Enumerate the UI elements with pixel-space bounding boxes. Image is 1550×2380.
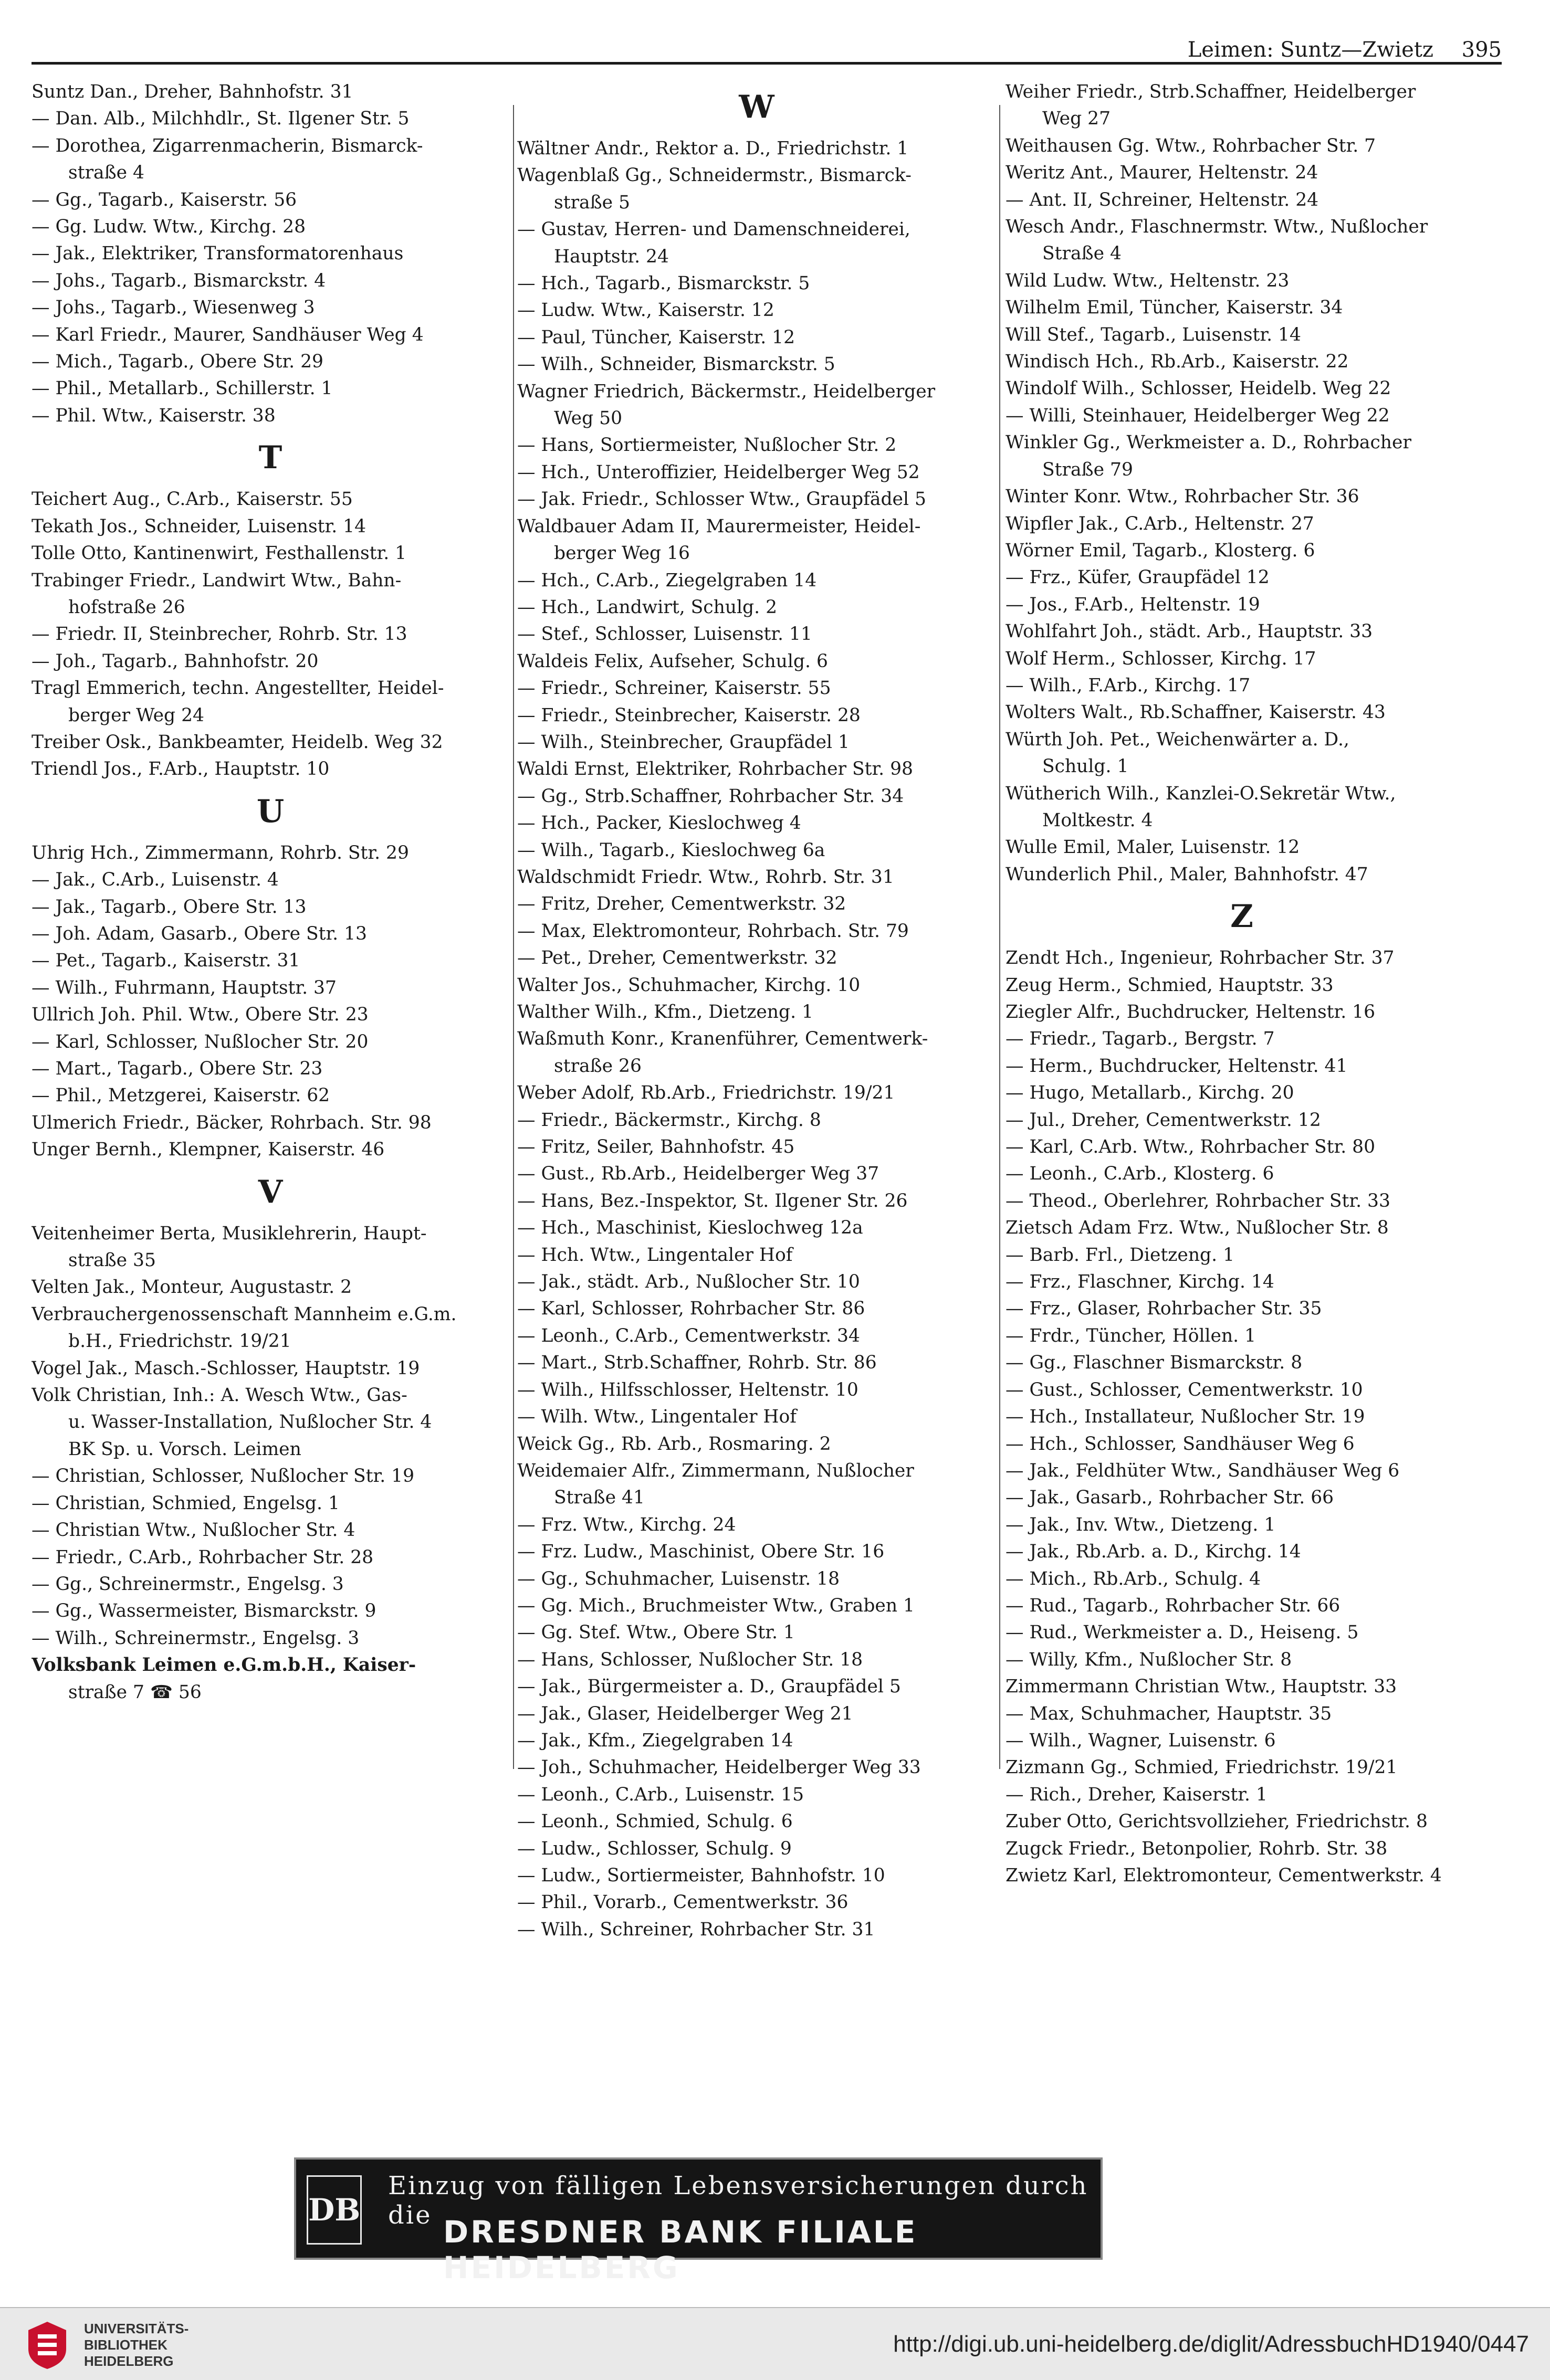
directory-entry: — Jak., Gasarb., Rohrbacher Str. 66 [1006, 1487, 1334, 1509]
directory-entry: — Joh., Tagarb., Bahnhofstr. 20 [32, 650, 319, 672]
directory-entry: — Phil., Vorarb., Cementwerkstr. 36 [517, 1892, 849, 1913]
directory-entry: Wörner Emil, Tagarb., Klosterg. 6 [1006, 540, 1315, 561]
directory-entry-continuation: hofstraße 26 [68, 596, 185, 618]
directory-entry: Zietsch Adam Frz. Wtw., Nußlocher Str. 8 [1006, 1217, 1389, 1239]
directory-entry: — Ludw., Sortiermeister, Bahnhofstr. 10 [517, 1865, 885, 1886]
column-divider [513, 105, 514, 1769]
directory-entry: — Leonh., C.Arb., Klosterg. 6 [1006, 1163, 1274, 1185]
directory-entry: — Jak., Bürgermeister a. D., Graupfädel 5 [517, 1676, 901, 1698]
directory-entry: — Johs., Tagarb., Wiesenweg 3 [32, 297, 315, 319]
section-letter-heading: T [258, 439, 282, 477]
directory-entry: — Hans, Schlosser, Nußlocher Str. 18 [517, 1649, 863, 1670]
directory-entry: — Wilh., Schneider, Bismarckstr. 5 [517, 354, 835, 375]
directory-entry: — Jak., Feldhüter Wtw., Sandhäuser Weg 6 [1006, 1460, 1400, 1481]
directory-entry: — Gg. Stef. Wtw., Obere Str. 1 [517, 1622, 795, 1644]
directory-entry: — Fritz, Dreher, Cementwerkstr. 32 [517, 893, 846, 915]
directory-entry: Walther Wilh., Kfm., Dietzeng. 1 [517, 1002, 813, 1023]
directory-entry: — Gust., Rb.Arb., Heidelberger Weg 37 [517, 1163, 879, 1185]
directory-entry: Tragl Emmerich, techn. Angestellter, Heidel- [32, 678, 444, 699]
advertisement-tagline: Einzug von fälligen Lebensversicherungen durch die [388, 2171, 1088, 2230]
directory-entry: Ziegler Alfr., Buchdrucker, Heltenstr. 16 [1006, 1002, 1376, 1023]
directory-entry: Suntz Dan., Dreher, Bahnhofstr. 31 [32, 81, 353, 102]
directory-entry: Waßmuth Konr., Kranenführer, Cementwerk- [517, 1028, 928, 1050]
directory-entry: Zuber Otto, Gerichtsvollzieher, Friedrichstr. 8 [1006, 1811, 1428, 1833]
directory-column-1 [32, 79, 509, 1706]
library-footer [0, 2307, 1550, 2380]
directory-entry: Weritz Ant., Maurer, Heltenstr. 24 [1006, 162, 1318, 184]
directory-entry: — Joh. Adam, Gasarb., Obere Str. 13 [32, 923, 368, 944]
directory-entry: — Pet., Tagarb., Kaiserstr. 31 [32, 950, 300, 972]
directory-entry-continuation: u. Wasser-Installation, Nußlocher Str. 4 [68, 1412, 432, 1433]
directory-entry: — Wilh., Schreiner, Rohrbacher Str. 31 [517, 1919, 875, 1940]
directory-entry: — Hugo, Metallarb., Kirchg. 20 [1006, 1082, 1294, 1104]
directory-entry: Zimmermann Christian Wtw., Hauptstr. 33 [1006, 1676, 1397, 1698]
directory-entry: Zugck Friedr., Betonpolier, Rohrb. Str. 38 [1006, 1838, 1388, 1859]
directory-entry: — Leonh., C.Arb., Cementwerkstr. 34 [517, 1325, 860, 1346]
section-letter-heading: Z [1230, 898, 1253, 935]
directory-entry-continuation: Weg 50 [554, 408, 623, 429]
directory-entry: Weithausen Gg. Wtw., Rohrbacher Str. 7 [1006, 135, 1376, 156]
directory-entry: Volksbank Leimen e.G.m.b.H., Kaiser- [32, 1655, 416, 1676]
directory-entry-continuation: Schulg. 1 [1042, 756, 1129, 777]
directory-entry: — Barb. Frl., Dietzeng. 1 [1006, 1244, 1235, 1266]
directory-entry: Wolf Herm., Schlosser, Kirchg. 17 [1006, 648, 1316, 669]
directory-entry: — Christian, Schmied, Engelsg. 1 [32, 1492, 340, 1514]
directory-entry: Triendl Jos., F.Arb., Hauptstr. 10 [32, 759, 330, 780]
directory-entry-continuation: straße 7 ☎ 56 [68, 1681, 202, 1703]
directory-entry: Waldi Ernst, Elektriker, Rohrbacher Str. 98 [517, 759, 913, 780]
directory-entry: — Wilh., Schreinermstr., Engelsg. 3 [32, 1627, 360, 1649]
directory-entry: Will Stef., Tagarb., Luisenstr. 14 [1006, 324, 1301, 345]
directory-entry: Winkler Gg., Werkmeister a. D., Rohrbacher [1006, 432, 1411, 454]
advertisement-bank-name: DRESDNER BANK FILIALE HEIDELBERG [443, 2214, 918, 2286]
directory-entry: Würth Joh. Pet., Weichenwärter a. D., [1006, 729, 1349, 750]
directory-entry: — Friedr., Steinbrecher, Kaiserstr. 28 [517, 704, 861, 726]
directory-entry: Tekath Jos., Schneider, Luisenstr. 14 [32, 515, 366, 537]
running-title: Leimen: Suntz—Zwietz [1187, 38, 1433, 62]
directory-entry-continuation: straße 4 [68, 162, 145, 184]
directory-entry: — Gg., Schuhmacher, Luisenstr. 18 [517, 1568, 840, 1589]
directory-entry: — Jak., C.Arb., Luisenstr. 4 [32, 869, 279, 891]
directory-entry: — Friedr., Schreiner, Kaiserstr. 55 [517, 678, 831, 699]
directory-entry: Windisch Hch., Rb.Arb., Kaiserstr. 22 [1006, 351, 1349, 373]
directory-entry: Weber Adolf, Rb.Arb., Friedrichstr. 19/21 [517, 1082, 895, 1104]
directory-entry-continuation: Straße 79 [1042, 459, 1133, 480]
directory-entry-continuation: BK Sp. u. Vorsch. Leimen [68, 1438, 301, 1460]
directory-entry: — Hans, Sortiermeister, Nußlocher Str. 2 [517, 435, 897, 456]
library-name-line: UNIVERSITÄTS- [84, 2321, 189, 2336]
directory-entry: — Friedr. II, Steinbrecher, Rohrb. Str. 13 [32, 624, 407, 645]
directory-entry: Weick Gg., Rb. Arb., Rosmaring. 2 [517, 1433, 831, 1455]
directory-entry: — Hch., Maschinist, Kieslochweg 12a [517, 1217, 863, 1239]
directory-entry: — Jak., Rb.Arb. a. D., Kirchg. 14 [1006, 1541, 1301, 1563]
directory-entry: — Hch., Schlosser, Sandhäuser Weg 6 [1006, 1433, 1355, 1455]
library-name [84, 2321, 188, 2370]
directory-entry: — Wilh., Hilfsschlosser, Heltenstr. 10 [517, 1379, 858, 1400]
directory-entry-continuation: Straße 4 [1042, 243, 1122, 265]
directory-entry: Trabinger Friedr., Landwirt Wtw., Bahn- [32, 570, 402, 591]
directory-entry: — Hch. Wtw., Lingentaler Hof [517, 1244, 793, 1266]
directory-entry: — Pet., Dreher, Cementwerkstr. 32 [517, 947, 837, 969]
directory-entry: — Jak., Glaser, Heidelberger Weg 21 [517, 1703, 853, 1724]
directory-entry: — Johs., Tagarb., Bismarckstr. 4 [32, 270, 326, 291]
directory-entry: — Leonh., Schmied, Schulg. 6 [517, 1811, 793, 1833]
directory-entry: — Fritz, Seiler, Bahnhofstr. 45 [517, 1136, 795, 1158]
directory-entry: — Wilh., Steinbrecher, Graupfädel 1 [517, 731, 850, 753]
directory-entry: — Frz. Ludw., Maschinist, Obere Str. 16 [517, 1541, 885, 1563]
directory-entry: — Herm., Buchdrucker, Heltenstr. 41 [1006, 1055, 1348, 1077]
directory-entry: Walter Jos., Schuhmacher, Kirchg. 10 [517, 974, 861, 996]
bank-advertisement [294, 2157, 1103, 2286]
page-header [32, 31, 1502, 63]
directory-entry: — Karl, Schlosser, Nußlocher Str. 20 [32, 1031, 369, 1052]
directory-entry: — Hch., Landwirt, Schulg. 2 [517, 596, 778, 618]
directory-entry-continuation: Weg 27 [1042, 108, 1111, 130]
directory-entry: Uhrig Hch., Zimmermann, Rohrb. Str. 29 [32, 842, 409, 863]
directory-entry: — Frdr., Tüncher, Höllen. 1 [1006, 1325, 1256, 1346]
directory-entry: — Gg., Strb.Schaffner, Rohrbacher Str. 34 [517, 785, 904, 807]
directory-entry: — Gg., Flaschner Bismarckstr. 8 [1006, 1352, 1303, 1374]
directory-entry: — Ludw., Schlosser, Schulg. 9 [517, 1838, 792, 1859]
directory-entry: — Phil. Wtw., Kaiserstr. 38 [32, 405, 276, 426]
directory-entry: Zendt Hch., Ingenieur, Rohrbacher Str. 37 [1006, 947, 1395, 969]
directory-entry-continuation: b.H., Friedrichstr. 19/21 [68, 1331, 291, 1352]
directory-entry-continuation: Hauptstr. 24 [554, 246, 669, 267]
directory-entry: Wältner Andr., Rektor a. D., Friedrichstr. 1 [517, 138, 909, 159]
directory-entry: — Phil., Metzgerei, Kaiserstr. 62 [32, 1085, 330, 1107]
directory-entry: — Jos., F.Arb., Heltenstr. 19 [1006, 594, 1260, 615]
directory-entry: — Jak., Elektriker, Transformatorenhaus [32, 243, 404, 265]
section-letter-heading: V [258, 1173, 283, 1210]
bank-logo-icon: DB [307, 2175, 362, 2245]
directory-entry: Vogel Jak., Masch.-Schlosser, Hauptstr. 19 [32, 1357, 420, 1379]
directory-entry: — Wilh., Fuhrmann, Hauptstr. 37 [32, 977, 337, 998]
directory-entry: — Rich., Dreher, Kaiserstr. 1 [1006, 1784, 1268, 1805]
directory-entry: — Willy, Kfm., Nußlocher Str. 8 [1006, 1649, 1292, 1670]
directory-entry: Zeug Herm., Schmied, Hauptstr. 33 [1006, 974, 1334, 996]
directory-entry: Weidemaier Alfr., Zimmermann, Nußlocher [517, 1460, 914, 1481]
column-divider [999, 105, 1000, 1769]
directory-column-2 [517, 79, 996, 1943]
section-letter-heading: W [739, 89, 774, 125]
directory-entry: Wagner Friedrich, Bäckermstr., Heidelberger [517, 381, 936, 402]
directory-entry: — Hch., Packer, Kieslochweg 4 [517, 813, 801, 834]
directory-entry: — Jak., Tagarb., Obere Str. 13 [32, 896, 307, 918]
directory-entry: — Rud., Tagarb., Rohrbacher Str. 66 [1006, 1595, 1340, 1616]
library-name-line: BIBLIOTHEK [84, 2337, 167, 2353]
directory-column-3 [1006, 79, 1478, 1889]
directory-entry-continuation: berger Weg 16 [554, 543, 690, 564]
directory-entry: Tolle Otto, Kantinenwirt, Festhallenstr. 1 [32, 543, 407, 564]
directory-entry: — Stef., Schlosser, Luisenstr. 11 [517, 624, 812, 645]
library-name-line: HEIDELBERG [84, 2353, 174, 2369]
directory-entry: — Wilh. Wtw., Lingentaler Hof [517, 1406, 797, 1428]
directory-entry: Wolters Walt., Rb.Schaffner, Kaiserstr. 43 [1006, 702, 1386, 723]
directory-entry: Veitenheimer Berta, Musiklehrerin, Haupt- [32, 1223, 427, 1244]
directory-entry: Verbrauchergenossenschaft Mannheim e.G.m. [32, 1303, 457, 1325]
directory-entry: — Hch., C.Arb., Ziegelgraben 14 [517, 570, 817, 591]
directory-entry: Weiher Friedr., Strb.Schaffner, Heidelberger [1006, 81, 1416, 102]
directory-entry: — Willi, Steinhauer, Heidelberger Weg 22 [1006, 405, 1390, 426]
directory-entry: Wipfler Jak., C.Arb., Heltenstr. 27 [1006, 513, 1314, 534]
directory-entry: — Christian Wtw., Nußlocher Str. 4 [32, 1520, 355, 1541]
directory-entry: — Joh., Schuhmacher, Heidelberger Weg 33 [517, 1757, 921, 1778]
directory-entry: — Hch., Installateur, Nußlocher Str. 19 [1006, 1406, 1365, 1428]
directory-entry: — Paul, Tüncher, Kaiserstr. 12 [517, 327, 795, 348]
directory-entry: — Jak. Friedr., Schlosser Wtw., Graupfädel 5 [517, 489, 926, 510]
directory-entry: — Gustav, Herren- und Damenschneiderei, [517, 219, 910, 240]
directory-entry: — Leonh., C.Arb., Luisenstr. 15 [517, 1784, 804, 1805]
directory-entry: — Gg. Mich., Bruchmeister Wtw., Graben 1 [517, 1595, 915, 1616]
directory-entry: — Dorothea, Zigarrenmacherin, Bismarck- [32, 135, 423, 156]
directory-entry: — Karl, C.Arb. Wtw., Rohrbacher Str. 80 [1006, 1136, 1376, 1158]
directory-entry: — Frz., Glaser, Rohrbacher Str. 35 [1006, 1298, 1322, 1320]
directory-entry: Waldschmidt Friedr. Wtw., Rohrb. Str. 31 [517, 866, 894, 888]
directory-entry: Wunderlich Phil., Maler, Bahnhofstr. 47 [1006, 863, 1368, 885]
directory-entry: Teichert Aug., C.Arb., Kaiserstr. 55 [32, 489, 353, 510]
directory-entry: — Karl Friedr., Maurer, Sandhäuser Weg 4 [32, 324, 424, 345]
directory-entry: — Frz., Flaschner, Kirchg. 14 [1006, 1271, 1274, 1293]
directory-entry: — Rud., Werkmeister a. D., Heiseng. 5 [1006, 1622, 1359, 1644]
directory-entry: — Karl, Schlosser, Rohrbacher Str. 86 [517, 1298, 865, 1320]
section-letter-heading: U [256, 793, 285, 830]
directory-entry: Windolf Wilh., Schlosser, Heidelb. Weg 22 [1006, 378, 1391, 399]
directory-entry-continuation: Straße 41 [554, 1487, 645, 1509]
directory-entry: — Wilh., Tagarb., Kieslochweg 6a [517, 839, 825, 861]
directory-entry: Treiber Osk., Bankbeamter, Heidelb. Weg 32 [32, 731, 443, 753]
directory-entry: — Mart., Tagarb., Obere Str. 23 [32, 1058, 323, 1079]
directory-entry: — Gg. Ludw. Wtw., Kirchg. 28 [32, 216, 306, 238]
directory-entry: — Gg., Schreinermstr., Engelsg. 3 [32, 1573, 344, 1595]
directory-entry-continuation: straße 5 [554, 192, 631, 213]
directory-entry: — Hans, Bez.-Inspektor, St. Ilgener Str. 26 [517, 1190, 908, 1212]
page-number: 395 [1461, 38, 1502, 62]
university-library-logo-icon [21, 2319, 74, 2371]
directory-entry: Waldeis Felix, Aufseher, Schulg. 6 [517, 650, 828, 672]
directory-entry: Waldbauer Adam II, Maurermeister, Heidel- [517, 515, 921, 537]
directory-entry: Wütherich Wilh., Kanzlei-O.Sekretär Wtw., [1006, 783, 1396, 804]
directory-entry-continuation: straße 26 [554, 1055, 642, 1077]
directory-entry: — Phil., Metallarb., Schillerstr. 1 [32, 378, 333, 399]
directory-entry-continuation: berger Weg 24 [68, 704, 204, 726]
directory-entry: Wesch Andr., Flaschnermstr. Wtw., Nußlocher [1006, 216, 1428, 238]
directory-entry: — Wilh., Wagner, Luisenstr. 6 [1006, 1730, 1276, 1751]
directory-entry: — Hch., Unteroffizier, Heidelberger Weg 52 [517, 461, 920, 483]
directory-entry: — Jak., städt. Arb., Nußlocher Str. 10 [517, 1271, 860, 1293]
header-rule [32, 62, 1502, 65]
directory-entry: Wild Ludw. Wtw., Heltenstr. 23 [1006, 270, 1290, 291]
directory-entry: — Ant. II, Schreiner, Heltenstr. 24 [1006, 189, 1319, 210]
directory-entry: — Theod., Oberlehrer, Rohrbacher Str. 33 [1006, 1190, 1390, 1212]
directory-entry: — Friedr., C.Arb., Rohrbacher Str. 28 [32, 1546, 374, 1568]
directory-entry: — Wilh., F.Arb., Kirchg. 17 [1006, 675, 1251, 696]
directory-entry: — Max, Schuhmacher, Hauptstr. 35 [1006, 1703, 1332, 1724]
source-url-link[interactable]: http://digi.ub.uni-heidelberg.de/diglit/AdressbuchHD1940/0447 [893, 2331, 1529, 2357]
directory-entry: Wagenblaß Gg., Schneidermstr., Bismarck- [517, 165, 912, 186]
directory-entry: — Mich., Rb.Arb., Schulg. 4 [1006, 1568, 1261, 1589]
directory-entry: — Friedr., Bäckermstr., Kirchg. 8 [517, 1109, 821, 1131]
directory-entry: — Jak., Inv. Wtw., Dietzeng. 1 [1006, 1514, 1276, 1535]
directory-entry: Velten Jak., Monteur, Augustastr. 2 [32, 1277, 352, 1298]
directory-entry: — Ludw. Wtw., Kaiserstr. 12 [517, 300, 774, 321]
directory-entry: — Gust., Schlosser, Cementwerkstr. 10 [1006, 1379, 1363, 1400]
directory-entry: Zwietz Karl, Elektromonteur, Cementwerkstr. 4 [1006, 1865, 1442, 1886]
directory-entry: Ullrich Joh. Phil. Wtw., Obere Str. 23 [32, 1004, 369, 1026]
directory-entry: — Gg., Tagarb., Kaiserstr. 56 [32, 189, 297, 210]
directory-entry: Wilhelm Emil, Tüncher, Kaiserstr. 34 [1006, 297, 1343, 319]
directory-entry: — Hch., Tagarb., Bismarckstr. 5 [517, 273, 810, 294]
directory-entry: Wohlfahrt Joh., städt. Arb., Hauptstr. 33 [1006, 621, 1373, 643]
directory-entry: — Max, Elektromonteur, Rohrbach. Str. 79 [517, 920, 909, 942]
directory-entry: — Mart., Strb.Schaffner, Rohrb. Str. 86 [517, 1352, 877, 1374]
directory-entry-continuation: Moltkestr. 4 [1042, 809, 1153, 831]
directory-entry: Unger Bernh., Klempner, Kaiserstr. 46 [32, 1139, 385, 1161]
directory-entry: — Mich., Tagarb., Obere Str. 29 [32, 351, 323, 373]
directory-entry-continuation: straße 35 [68, 1250, 156, 1271]
directory-entry: — Jak., Kfm., Ziegelgraben 14 [517, 1730, 793, 1751]
directory-entry: Volk Christian, Inh.: A. Wesch Wtw., Gas- [32, 1385, 407, 1406]
directory-entry: — Friedr., Tagarb., Bergstr. 7 [1006, 1028, 1275, 1050]
directory-entry: — Gg., Wassermeister, Bismarckstr. 9 [32, 1600, 376, 1622]
directory-entry: — Frz. Wtw., Kirchg. 24 [517, 1514, 736, 1535]
directory-entry: — Frz., Küfer, Graupfädel 12 [1006, 567, 1270, 588]
directory-entry: Zizmann Gg., Schmied, Friedrichstr. 19/21 [1006, 1757, 1398, 1778]
directory-entry: — Christian, Schlosser, Nußlocher Str. 19 [32, 1466, 415, 1487]
directory-entry: — Dan. Alb., Milchhdlr., St. Ilgener Str. 5 [32, 108, 410, 130]
directory-entry: — Jul., Dreher, Cementwerkstr. 12 [1006, 1109, 1321, 1131]
directory-entry: Ulmerich Friedr., Bäcker, Rohrbach. Str. 98 [32, 1112, 432, 1133]
directory-entry: Wulle Emil, Maler, Luisenstr. 12 [1006, 837, 1300, 858]
directory-entry: Winter Konr. Wtw., Rohrbacher Str. 36 [1006, 486, 1359, 508]
